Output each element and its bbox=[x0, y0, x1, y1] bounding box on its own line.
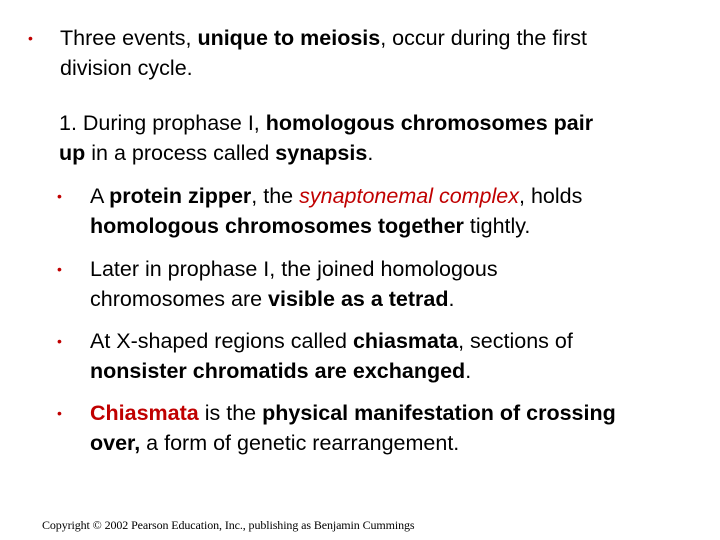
sub-bullet-2-text bbox=[90, 254, 498, 314]
sb2-text-1: Later in prophase I, the joined homologous bbox=[90, 257, 498, 281]
point1-text-3: . bbox=[367, 141, 374, 165]
sub-bullet-4-text bbox=[90, 398, 616, 458]
intro-bullet bbox=[28, 23, 587, 83]
intro-text bbox=[60, 23, 587, 83]
intro-text-1: Three events, bbox=[60, 26, 198, 50]
intro-bold-1: unique to meiosis bbox=[197, 26, 381, 50]
point1-text-2: in a process called bbox=[85, 141, 276, 165]
sb2-bold-1: visible as a tetrad bbox=[268, 287, 449, 311]
sub-bullet-1 bbox=[57, 181, 582, 241]
sb1-bold-2: homologous chromosomes together bbox=[90, 214, 464, 238]
sb3-bold-1: chiasmata bbox=[352, 329, 459, 353]
sub-bullet-2 bbox=[57, 254, 498, 314]
point1-bold-2: up bbox=[59, 141, 86, 165]
sb4-bold-1: physical manifestation of crossing bbox=[262, 401, 616, 425]
sb1-italic-1: synaptonemal complex bbox=[299, 184, 520, 208]
sub-bullet-1-text bbox=[90, 181, 582, 241]
sb4-text-1: is the bbox=[198, 401, 263, 425]
point1-bold-3: synapsis bbox=[275, 141, 368, 165]
bullet-marker: • bbox=[57, 261, 62, 277]
sb1-text-1: A bbox=[90, 184, 110, 208]
sub-bullet-3 bbox=[57, 326, 573, 386]
sb3-bold-2: nonsister chromatids are exchanged bbox=[90, 359, 466, 383]
sub-bullet-4 bbox=[57, 398, 616, 458]
intro-text-2: , occur during the first bbox=[380, 26, 587, 50]
sb4-red-bold: Chiasmata bbox=[90, 401, 199, 425]
sb4-bold-2: over, bbox=[90, 431, 141, 455]
point1-text-1: 1. During prophase I, bbox=[59, 111, 266, 135]
copyright-notice: Copyright © 2002 Pearson Education, Inc., publishing as Benjamin Cummings bbox=[42, 518, 415, 532]
sb1-text-4: tightly. bbox=[463, 214, 531, 238]
bullet-marker: • bbox=[28, 30, 33, 46]
intro-text-3: division cycle. bbox=[60, 56, 193, 80]
sb1-text-2: , the bbox=[251, 184, 300, 208]
sb3-text-3: . bbox=[465, 359, 472, 383]
sb3-text-2: , sections of bbox=[458, 329, 573, 353]
sb3-text-1: At X-shaped regions called bbox=[90, 329, 353, 353]
sb1-bold-1: protein zipper bbox=[109, 184, 252, 208]
point1-bold-1: homologous chromosomes pair bbox=[265, 111, 594, 135]
sb2-text-3: . bbox=[448, 287, 455, 311]
bullet-marker: • bbox=[57, 333, 62, 349]
point-1 bbox=[59, 108, 699, 168]
sb2-text-2: chromosomes are bbox=[90, 287, 269, 311]
bullet-marker: • bbox=[57, 188, 62, 204]
sb4-text-2: a form of genetic rearrangement. bbox=[140, 431, 460, 455]
sb1-text-3: , holds bbox=[519, 184, 583, 208]
bullet-marker: • bbox=[57, 405, 62, 421]
sub-bullet-3-text bbox=[90, 326, 573, 386]
